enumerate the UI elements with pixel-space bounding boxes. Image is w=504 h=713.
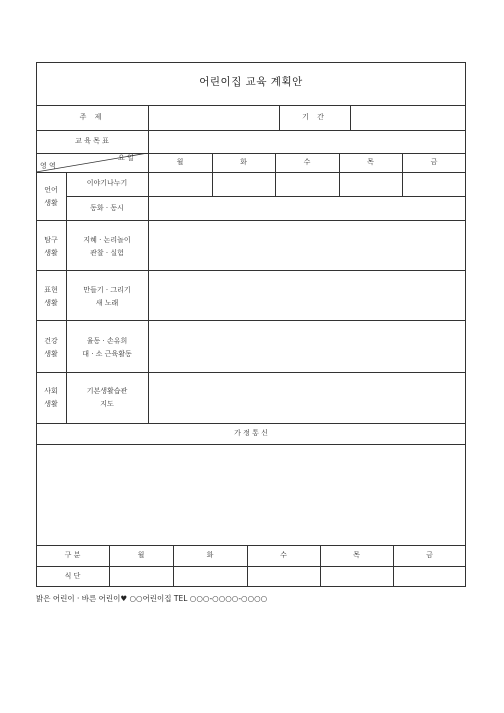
goal-label: 교 육 목 표 (75, 137, 109, 145)
goal-field[interactable] (152, 133, 462, 150)
plan-sheet (36, 62, 466, 587)
activity-expression: 만들기 · 그리기 새 노래 (83, 286, 131, 307)
activity-fairytale: 동화 · 동시 (90, 204, 124, 212)
home-notice-field[interactable] (40, 448, 462, 542)
subject-field[interactable] (152, 108, 276, 127)
border-top (36, 62, 466, 63)
activity-inquiry: 지혜 · 논리놀이 관찰 · 실험 (83, 236, 131, 257)
footer-text: 밝은 어린이 · 바른 어린이♥ ○○어린이집 TEL ○○○-○○○○-○○○○ (36, 594, 268, 603)
meal-weekday-wed: 수 (280, 551, 287, 559)
meal-row-label: 식 단 (64, 572, 81, 580)
area-social: 사회 생활 (44, 387, 58, 408)
area-header: 영 역 (40, 162, 56, 170)
meal-header-label: 구 분 (64, 551, 81, 559)
weekday-wed: 수 (303, 158, 311, 166)
border-right (465, 62, 466, 587)
area-expression: 표현 생활 (44, 286, 58, 307)
period-label: 기 간 (302, 113, 327, 121)
area-health: 건강 생활 (44, 337, 58, 358)
area-language: 언어 생활 (44, 186, 58, 207)
weekday-thu: 목 (367, 158, 374, 166)
weekday-tue: 화 (240, 158, 247, 166)
meal-weekday-fri: 금 (426, 551, 433, 559)
meal-weekday-mon: 월 (137, 551, 145, 559)
weekday-fri: 금 (430, 158, 438, 166)
weekday-mon: 월 (176, 158, 184, 166)
home-notice-title: 가 정 통 신 (234, 429, 268, 437)
activity-health: 율동 · 손유희 대 · 소 근육활동 (82, 337, 132, 358)
border-bottom (36, 586, 466, 587)
meal-weekday-thu: 목 (353, 551, 360, 559)
period-field[interactable] (354, 108, 462, 127)
page-title: 어린이집 교육 계획안 (199, 76, 303, 88)
area-inquiry: 탐구 생활 (44, 236, 58, 257)
day-header: 요 일 (118, 154, 134, 162)
activity-storytelling: 이야기나누기 (86, 179, 128, 187)
activity-social: 기본생활습관 지도 (86, 387, 128, 408)
subject-label: 주 제 (79, 113, 105, 121)
meal-weekday-tue: 화 (206, 551, 214, 559)
